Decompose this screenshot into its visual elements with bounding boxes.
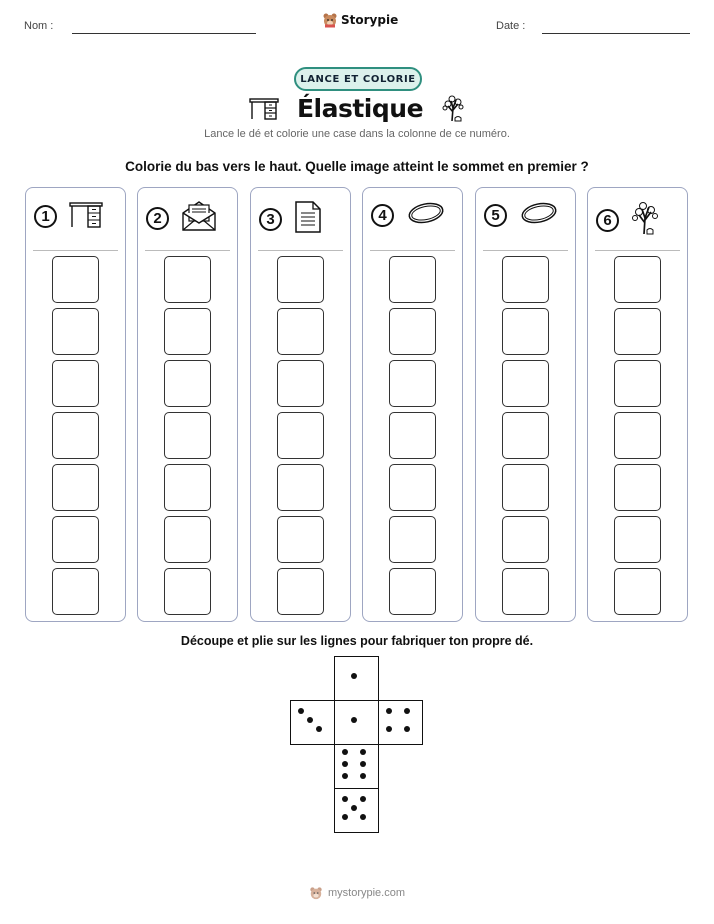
die-face-below-center: [334, 744, 379, 789]
color-cell[interactable]: [164, 516, 211, 563]
die-pip: [342, 814, 348, 820]
storypie-bear-icon: [309, 886, 323, 900]
rubber-band-icon: [519, 200, 559, 231]
date-label: Date :: [496, 20, 526, 32]
die-pip: [386, 708, 392, 714]
color-cell[interactable]: [614, 412, 661, 459]
name-label: Nom :: [24, 20, 54, 32]
color-cell[interactable]: [614, 516, 661, 563]
color-cell[interactable]: [52, 464, 99, 511]
date-line: [542, 33, 690, 34]
color-cell[interactable]: [164, 256, 211, 303]
brand-logo: [322, 12, 398, 28]
column-5: [475, 187, 576, 622]
color-cell[interactable]: [52, 308, 99, 355]
color-cell[interactable]: [614, 568, 661, 615]
die-pip: [404, 726, 410, 732]
column-header: [484, 200, 559, 231]
footer-url: mystorypie.com: [327, 887, 406, 899]
column-header: [371, 200, 446, 231]
column-header: [596, 200, 659, 241]
page-title: Élastique: [296, 93, 424, 123]
color-cell[interactable]: [389, 464, 436, 511]
color-cell[interactable]: [52, 412, 99, 459]
column-number: 1: [34, 205, 57, 228]
die-face-bottom: [334, 788, 379, 833]
die-face-top: [334, 656, 379, 701]
column-number: 5: [484, 204, 507, 227]
storypie-bear-icon: [322, 12, 338, 28]
color-cell[interactable]: [389, 360, 436, 407]
column-number: 2: [146, 207, 169, 230]
color-cell[interactable]: [502, 568, 549, 615]
column-2: [137, 187, 238, 622]
die-pip: [342, 749, 348, 755]
die-pip: [360, 814, 366, 820]
die-face-left: [290, 700, 335, 745]
die-pip: [404, 708, 410, 714]
rubber-band-icon: [406, 200, 446, 231]
color-cell[interactable]: [614, 464, 661, 511]
color-cell[interactable]: [502, 308, 549, 355]
envelope-icon: [181, 200, 217, 237]
die-pip: [360, 796, 366, 802]
color-cell[interactable]: [52, 256, 99, 303]
column-number: 4: [371, 204, 394, 227]
column-4: [362, 187, 463, 622]
column-divider: [33, 250, 118, 251]
die-pip: [316, 726, 322, 732]
color-cell[interactable]: [389, 568, 436, 615]
column-divider: [145, 250, 230, 251]
die-pip: [307, 717, 313, 723]
instruction: Colorie du bas vers le haut. Quelle image atteint le sommet en premier ?: [125, 159, 589, 174]
color-cell[interactable]: [389, 516, 436, 563]
tree-icon: [441, 94, 465, 122]
name-line: [72, 33, 256, 34]
subtitle: Lance le dé et colorie une case dans la colonne de ce numéro.: [204, 128, 510, 140]
color-cell[interactable]: [502, 516, 549, 563]
color-cell[interactable]: [502, 360, 549, 407]
die-pip: [351, 717, 357, 723]
die-face-center: [334, 700, 379, 745]
activity-badge: LANCE ET COLORIE: [294, 67, 422, 91]
tree-icon: [631, 200, 659, 241]
die-pip: [360, 749, 366, 755]
die-pip: [342, 773, 348, 779]
color-cell[interactable]: [502, 256, 549, 303]
column-divider: [483, 250, 568, 251]
desk-icon: [69, 200, 103, 233]
column-number: 6: [596, 209, 619, 232]
column-number: 3: [259, 208, 282, 231]
column-header: [146, 200, 217, 237]
die-face-right: [378, 700, 423, 745]
color-cell[interactable]: [52, 516, 99, 563]
color-cell[interactable]: [164, 360, 211, 407]
column-divider: [258, 250, 343, 251]
column-3: [250, 187, 351, 622]
column-header: [34, 200, 103, 233]
color-cell[interactable]: [277, 568, 324, 615]
die-pip: [342, 796, 348, 802]
title-row: [0, 90, 714, 126]
color-cell[interactable]: [502, 412, 549, 459]
die-pip: [351, 673, 357, 679]
color-cell[interactable]: [164, 464, 211, 511]
dice-instruction: Découpe et plie sur les lignes pour fabriquer ton propre dé.: [180, 634, 534, 648]
color-cell[interactable]: [389, 308, 436, 355]
color-cell[interactable]: [164, 308, 211, 355]
color-cell[interactable]: [389, 412, 436, 459]
color-cell[interactable]: [164, 412, 211, 459]
color-cell[interactable]: [502, 464, 549, 511]
die-pip: [342, 761, 348, 767]
column-divider: [370, 250, 455, 251]
color-cell[interactable]: [52, 568, 99, 615]
color-cell[interactable]: [614, 256, 661, 303]
color-cell[interactable]: [389, 256, 436, 303]
footer: [0, 886, 714, 900]
color-cell[interactable]: [52, 360, 99, 407]
brand-name: Storypie: [341, 13, 399, 27]
color-cell[interactable]: [277, 464, 324, 511]
color-cell[interactable]: [164, 568, 211, 615]
die-pip: [298, 708, 304, 714]
desk-icon: [249, 96, 279, 120]
color-cell[interactable]: [277, 360, 324, 407]
column-6: [587, 187, 688, 622]
column-header: [259, 200, 322, 239]
column-1: [25, 187, 126, 622]
document-icon: [294, 200, 322, 239]
die-pip: [360, 773, 366, 779]
color-cell[interactable]: [277, 412, 324, 459]
die-pip: [386, 726, 392, 732]
color-cell[interactable]: [277, 256, 324, 303]
color-cell[interactable]: [614, 360, 661, 407]
color-cell[interactable]: [277, 308, 324, 355]
die-pip: [360, 761, 366, 767]
column-divider: [595, 250, 680, 251]
die-pip: [351, 805, 357, 811]
color-cell[interactable]: [277, 516, 324, 563]
color-cell[interactable]: [614, 308, 661, 355]
